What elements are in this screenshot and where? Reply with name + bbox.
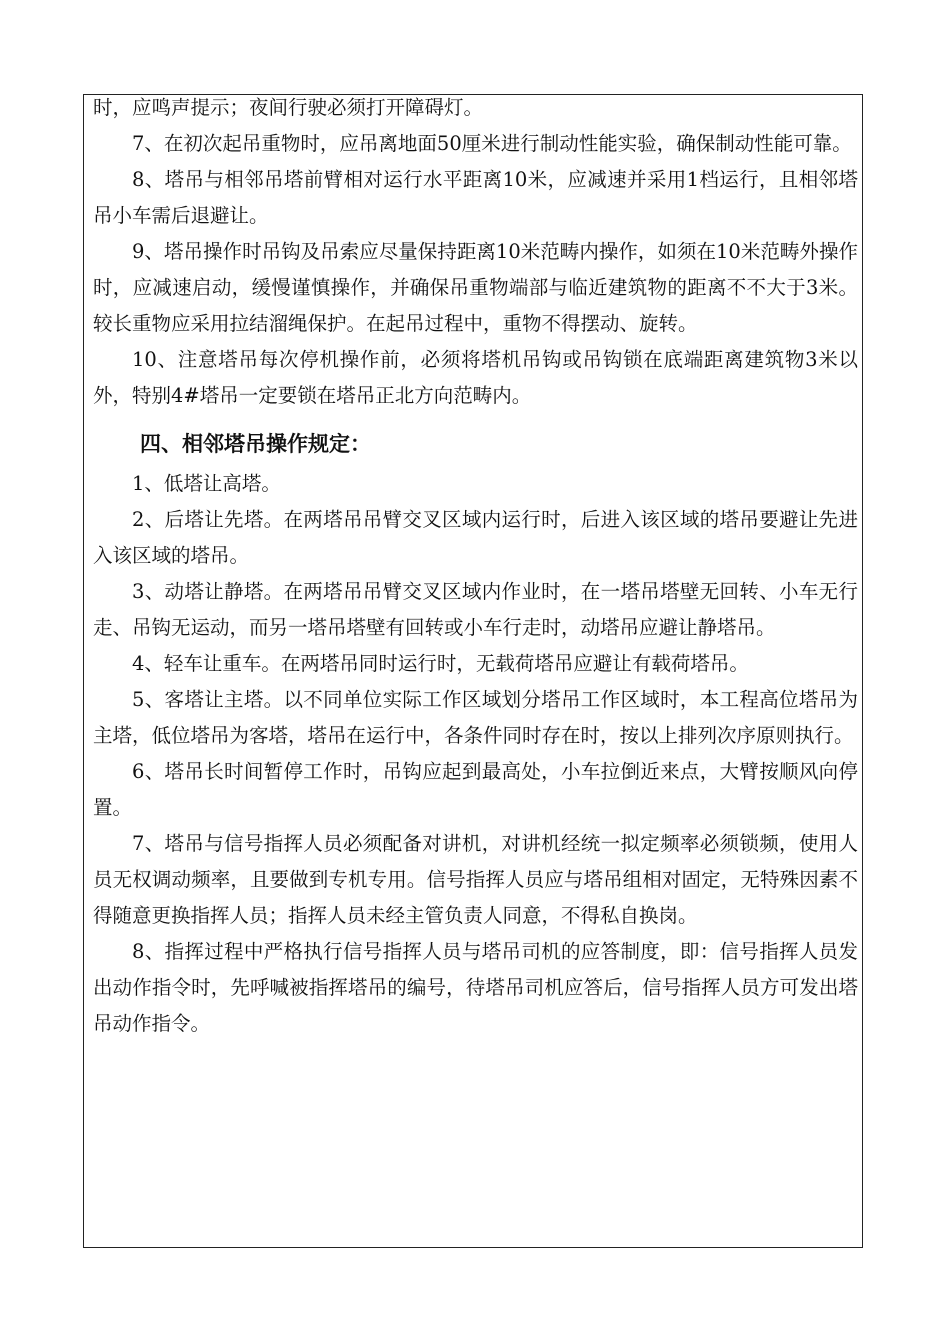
paragraph-item-9: 9、塔吊操作时吊钩及吊索应尽量保持距离10米范畴内操作，如须在10米范畴外操作时，应减速启动，缓慢谨慎操作，并确保吊重物端部与临近建筑物的距离不不大于3米。较长重物应采用拉结溜绳保护。在起吊过程中，重物不得摆动、旋转。 — [93, 240, 858, 335]
rule-item-5: 5、客塔让主塔。以不同单位实际工作区域划分塔吊工作区域时，本工程高位塔吊为主塔，低位塔吊为客塔，塔吊在运行中，各条件同时存在时，按以上排列次序原则执行。 — [93, 688, 858, 747]
rule-item-1: 1、低塔让高塔。 — [132, 472, 281, 495]
rule-item-7: 7、塔吊与信号指挥人员必须配备对讲机，对讲机经统一拟定频率必须锁频，使用人员无权调动频率，且要做到专机专用。信号指挥人员应与塔吊组相对固定，无特殊因素不得随意更换指挥人员；指挥人员未经主管负责人同意，不得私自换岗。 — [93, 832, 858, 927]
paragraph-item-10: 10、注意塔吊每次停机操作前，必须将塔机吊钩或吊钩锁在底端距离建筑物3米以外，特别4#塔吊一定要锁在塔吊正北方向范畴内。 — [93, 348, 858, 407]
rule-item-2: 2、后塔让先塔。在两塔吊吊臂交叉区域内运行时，后进入该区域的塔吊要避让先进入该区域的塔吊。 — [93, 508, 858, 567]
rule-item-3: 3、动塔让静塔。在两塔吊吊臂交叉区域内作业时，在一塔吊塔壁无回转、小车无行走、吊钩无运动，而另一塔吊塔壁有回转或小车行走时，动塔吊应避让静塔吊。 — [93, 580, 858, 639]
section-heading: 四、相邻塔吊操作规定： — [140, 432, 371, 456]
rule-item-8: 8、指挥过程中严格执行信号指挥人员与塔吊司机的应答制度，即：信号指挥人员发出动作指令时，先呼喊被指挥塔吊的编号，待塔吊司机应答后，信号指挥人员方可发出塔吊动作指令。 — [93, 940, 858, 1035]
document-body — [93, 90, 858, 1042]
rule-item-4: 4、轻车让重车。在两塔吊同时运行时，无载荷塔吊应避让有载荷塔吊。 — [132, 652, 749, 675]
paragraph-item-8: 8、塔吊与相邻吊塔前臂相对运行水平距离10米，应减速并采用1档运行，且相邻塔吊小车需后退避让。 — [93, 168, 858, 227]
paragraph-continuation: 时，应鸣声提示；夜间行驶必须打开障碍灯。 — [93, 96, 484, 119]
paragraph-item-7: 7、在初次起吊重物时，应吊离地面50厘米进行制动性能实验，确保制动性能可靠。 — [132, 132, 852, 155]
rule-item-6: 6、塔吊长时间暂停工作时，吊钩应起到最高处，小车拉倒近来点，大臂按顺风向停置。 — [93, 760, 858, 819]
